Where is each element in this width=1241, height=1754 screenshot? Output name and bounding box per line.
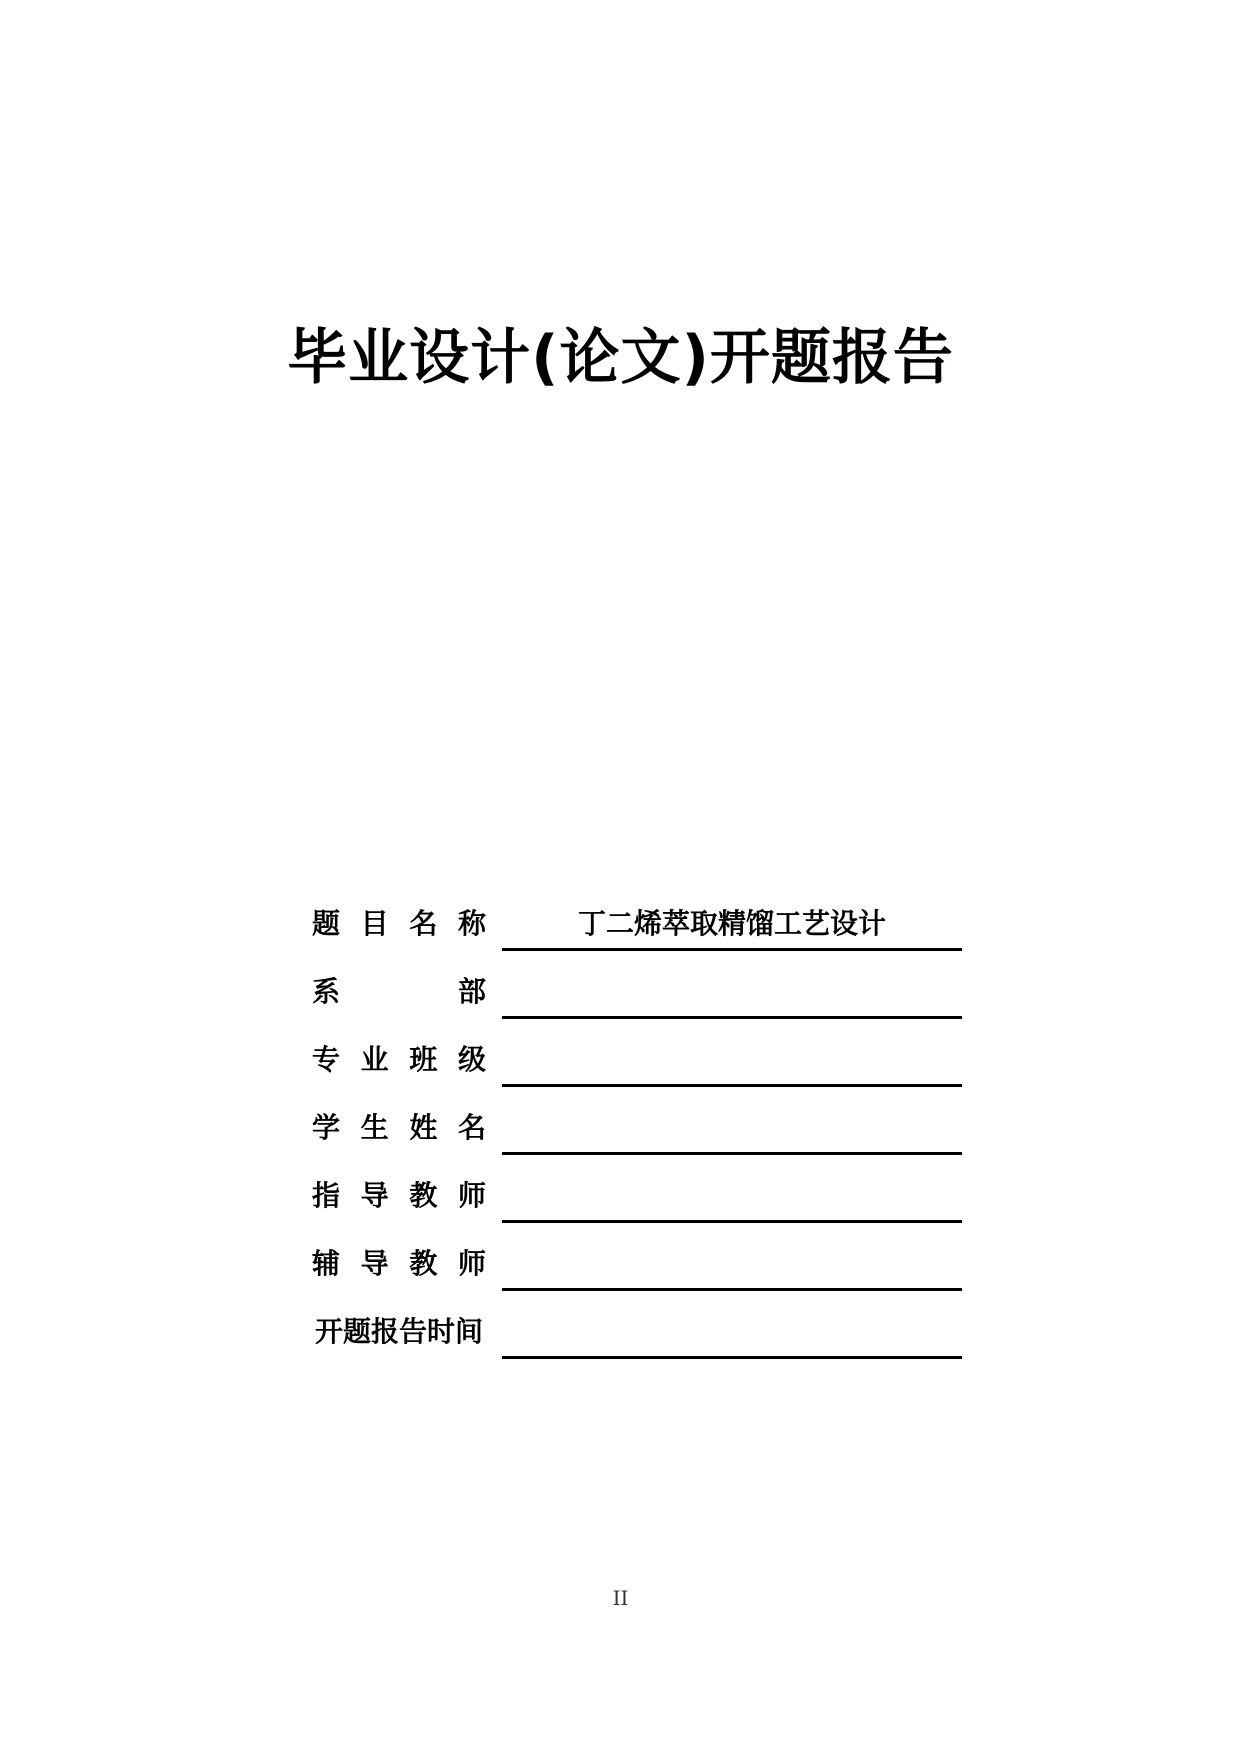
form-row-student-name [0,1096,1241,1164]
label-char: 师 [457,1247,486,1280]
form-row-major-class [0,1028,1241,1096]
form-row-department [0,960,1241,1028]
label-char: 目 [360,907,389,940]
field-value-assistant-advisor[interactable] [502,1244,962,1284]
field-label-student-name [312,1108,486,1148]
field-value-report-time[interactable] [502,1312,962,1352]
field-underline [502,1288,962,1291]
field-underline [502,1084,962,1087]
field-underline [502,1016,962,1019]
field-label-major-class [312,1040,486,1080]
label-char: 部 [457,975,486,1008]
form-row-report-time [0,1300,1241,1368]
form-row-advisor [0,1164,1241,1232]
form-row-topic [0,892,1241,960]
field-value-department[interactable] [502,972,962,1012]
label-char: 生 [360,1111,389,1144]
label-char: 名 [457,1111,486,1144]
field-label-department [312,972,486,1012]
label-char: 辅 [312,1247,341,1280]
label-char: 名 [409,907,438,940]
label-char: 导 [360,1179,389,1212]
label-char: 题 [312,907,341,940]
label-char: 业 [360,1043,389,1076]
form-row-assistant-advisor [0,1232,1241,1300]
label-char: 学 [312,1111,341,1144]
field-label-report-time: 开题报告时间 [314,1315,483,1348]
page-title: 毕业设计(论文)开题报告 [287,323,954,393]
field-value-advisor[interactable] [502,1176,962,1216]
label-char: 师 [457,1179,486,1212]
field-underline [502,1152,962,1155]
page-number: II [612,1586,629,1610]
field-underline [502,1220,962,1223]
field-label-assistant-advisor [312,1244,486,1284]
label-char: 指 [312,1179,341,1212]
field-underline [502,948,962,951]
label-char: 姓 [409,1111,438,1144]
label-char: 级 [457,1043,486,1076]
field-value-student-name[interactable] [502,1108,962,1148]
label-char: 教 [409,1179,438,1212]
label-char: 班 [409,1043,438,1076]
label-char: 称 [457,907,486,940]
field-label-topic [312,904,486,944]
field-underline [502,1356,962,1359]
field-value-major-class[interactable] [502,1040,962,1080]
label-char: 导 [360,1247,389,1280]
label-char: 专 [312,1043,341,1076]
label-char: 系 [312,975,341,1008]
field-value-topic[interactable]: 丁二烯萃取精馏工艺设计 [577,907,886,940]
field-label-advisor [312,1176,486,1216]
label-char: 教 [409,1247,438,1280]
